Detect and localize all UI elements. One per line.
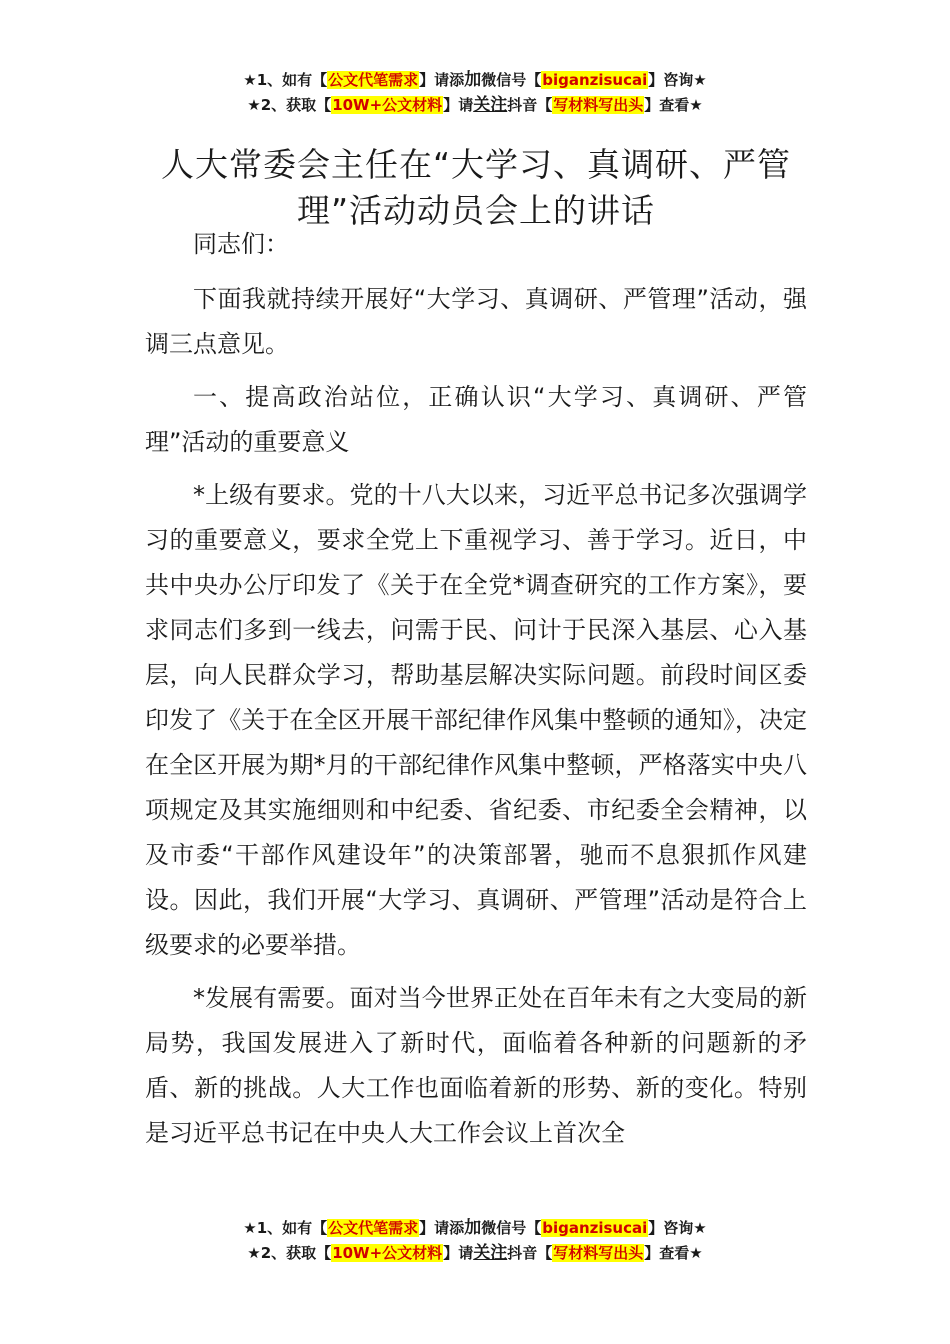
highlight-douyin: 写材料写出头 <box>553 96 644 114</box>
highlight-service: 公文代笔需求 <box>328 1219 419 1237</box>
paragraph-intro: 下面我就持续开展好“大学习、真调研、严管理”活动，强调三点意见。 <box>145 285 807 358</box>
highlight-wechat-id: biganzisucai <box>542 71 648 89</box>
paragraph-superior-requirement: *上级有要求。党的十八大以来，习近平总书记多次强调学习的重要意义，要求全党上下重视学习、善于学习。近日，中共中央办公厅印发了《关于在全党*调查研究的工作方案》，要求同志们多到一线去，问需于民、问计于民深入基层、心入基层，向人民群众学习，帮助基层解决实际问题。前段时间区委印发了《关于在全区开展干部纪律作风集中整顿的通知》，决定在全区开展为期*月的干部纪律作风集中整顿，严格落实中央八项规定及其实施细则和中纪委、省纪委、市纪委全会精神，以及市委“干部作风建设年”的决策部署，驰而不息狠抓作风建设。因此，我们开展“大学习、真调研、严管理”活动是符合上级要求的必要举措。 <box>145 481 807 959</box>
paragraph-salutation: 同志们： <box>193 230 289 258</box>
promo-line-2: ★2、获取【10W+公文材料】请关注抖音【写材料写出头】查看★ <box>247 95 703 115</box>
header-promo-banner <box>0 68 950 118</box>
highlight-materials: 10W+公文材料 <box>332 96 443 114</box>
highlight-douyin: 写材料写出头 <box>553 1244 644 1262</box>
promo-line-1-footer: ★1、如有【公文代笔需求】请添加微信号【biganzisucai】咨询★ <box>243 1218 707 1238</box>
promo-line-1: ★1、如有【公文代笔需求】请添加微信号【biganzisucai】咨询★ <box>243 70 707 90</box>
footer-promo-banner <box>0 1216 950 1266</box>
paragraph-development-need: *发展有需要。面对当今世界正处在百年未有之大变局的新局势，我国发展进入了新时代，面临着各种新的问题新的矛盾、新的挑战。人大工作也面临着新的形势、新的变化。特别是习近平总书记在中央人大工作会议上首次全 <box>145 984 807 1147</box>
document-title: 人大常委会主任在“大学习、真调研、严管理”活动动员会上的讲话 <box>160 145 792 231</box>
promo-line-2-footer: ★2、获取【10W+公文材料】请关注抖音【写材料写出头】查看★ <box>247 1243 703 1263</box>
highlight-wechat-id: biganzisucai <box>542 1219 648 1237</box>
document-body <box>145 222 807 1164</box>
highlight-materials: 10W+公文材料 <box>332 1244 443 1262</box>
highlight-service: 公文代笔需求 <box>328 71 419 89</box>
section-heading-1: 一、提高政治站位，正确认识“大学习、真调研、严管理”活动的重要意义 <box>145 383 807 456</box>
